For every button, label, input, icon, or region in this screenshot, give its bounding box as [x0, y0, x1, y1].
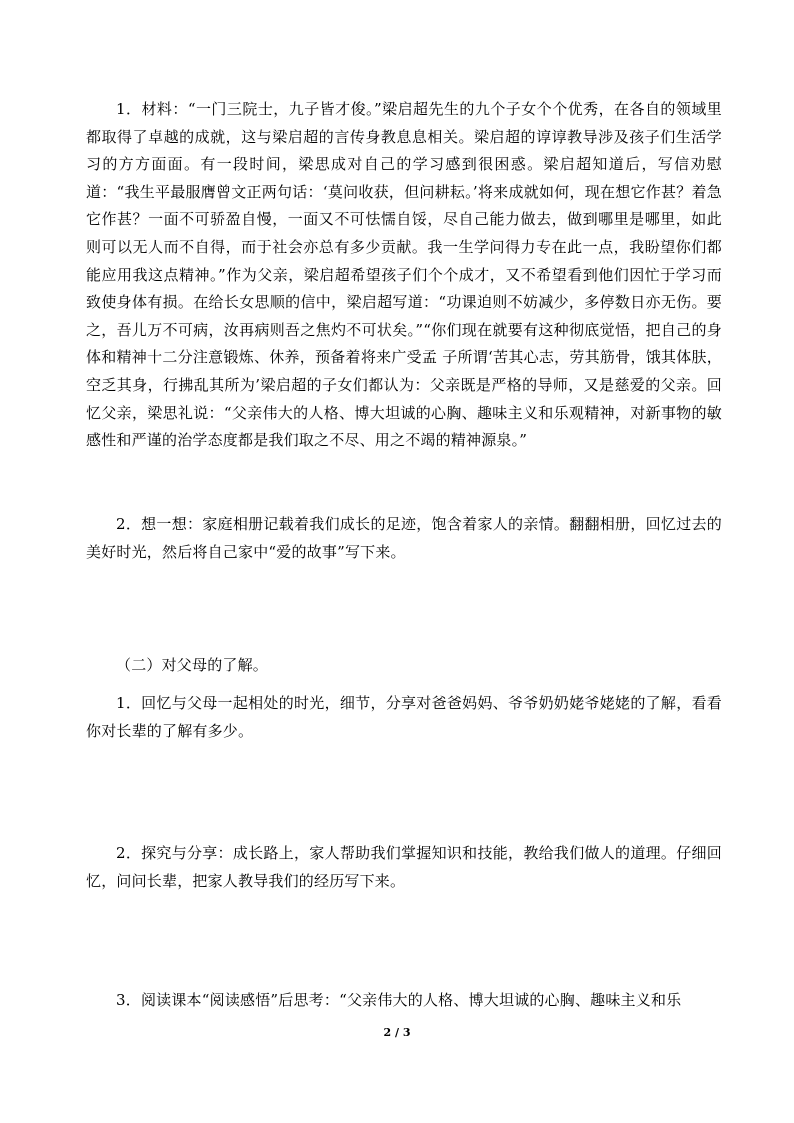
page-number: 2 / 3	[383, 1026, 411, 1039]
section-heading-parents: （二）对父母的了解。	[116, 656, 269, 674]
paragraph-recall: 1．回忆与父母一起相处的时光，细节，分享对爸爸妈妈、爷爷奶奶姥爷姥姥的了解，看看你对长辈的了解有多少。	[86, 694, 722, 740]
paragraph-reading: 3．阅读课本“阅读感悟”后思考：“父亲伟大的人格、博大坦诚的心胸、趣味主义和乐	[116, 991, 682, 1009]
paragraph-material: 1．材料：“一门三院士，九子皆才俊。”梁启超先生的九个子女个个优秀，在各自的领域里都取得了卓越的成就，这与梁启超的言传身教息息相关。梁启超的谆谆教导涉及孩子们生活学习的方方面面。有一段时间，梁思成对自己的学习感到很困惑。梁启超知道后，写信劝慰道：“我生平最服膺曾文正两句话：‘莫问收获，但问耕耘。’将来成就如何，现在想它作甚？着急它作甚？一面不可骄盈自慢，一面又不可怯懦自馁，尽自己能力做去，做到哪里是哪里，如此则可以无人而不自得，而于社会亦总有多少贡献。我一生学问得力专在此一点，我盼望你们都能应用我这点精神。”作为父亲，梁启超希望孩子们个个成才，又不希望看到他们因忙于学习而致使身体有损。在给长女思顺的信中，梁启超写道：“功课迫则不妨减少，多停数日亦无伤。要之，吾儿万不可病，汝再病则吾之焦灼不可状矣。”“你们现在就要有这种彻底觉悟，把自己的身体和精神十二分注意锻炼、休养，预备着将来广受孟 子所谓‘苦其心志，劳其筋骨，饿其体肤，空乏其身，行拂乱其所为’梁启超的子女们都认为：父亲既是严格的导师，又是慈爱的父亲。回忆父亲，梁思礼说：“父亲伟大的人格、博大坦诚的心胸、趣味主义和乐观精神，对新事物的敏感性和严谨的治学态度都是我们取之不尽、用之不竭的精神源泉。”	[86, 100, 722, 450]
paragraph-think: 2．想一想：家庭相册记载着我们成长的足迹，饱含着家人的亲情。翻翻相册，回忆过去的美好时光，然后将自己家中“爱的故事”写下来。	[86, 515, 722, 561]
paragraph-explore-share: 2．探究与分享：成长路上，家人帮助我们掌握知识和技能，教给我们做人的道理。仔细回忆，问问长辈，把家人教导我们的经历写下来。	[86, 844, 722, 890]
